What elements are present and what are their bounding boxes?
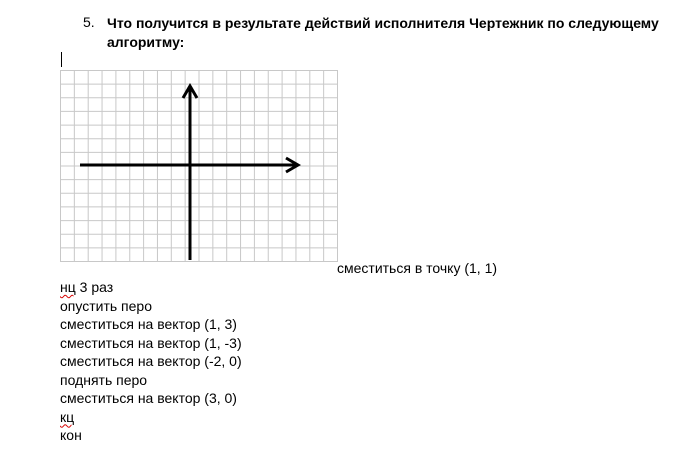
algorithm-line: поднять перо	[60, 371, 148, 388]
question-number: 5.	[83, 14, 95, 30]
algorithm-line: опустить перо	[60, 297, 152, 314]
coordinate-grid	[60, 70, 338, 262]
text-cursor	[61, 52, 62, 67]
question-text: Что получится в результате действий исполнителя Чертежник по следующему алгоритму:	[107, 15, 659, 50]
algorithm-listing	[60, 278, 242, 445]
inline-command: сместиться в точку (1, 1)	[337, 260, 498, 276]
algorithm-line: кон	[60, 427, 82, 443]
algorithm-line	[60, 408, 242, 427]
algorithm-line: сместиться на вектор (3, 0)	[60, 390, 237, 406]
algorithm-line: сместиться на вектор (1, -3)	[60, 334, 242, 351]
algorithm-line: сместиться на вектор (1, 3)	[60, 316, 237, 332]
algorithm-line: нц 3 раз	[60, 279, 114, 295]
algorithm-line: сместиться на вектор (-2, 0)	[60, 353, 242, 369]
spellcheck-underline: кц	[60, 408, 75, 425]
spellcheck-underline: нц	[60, 279, 76, 295]
